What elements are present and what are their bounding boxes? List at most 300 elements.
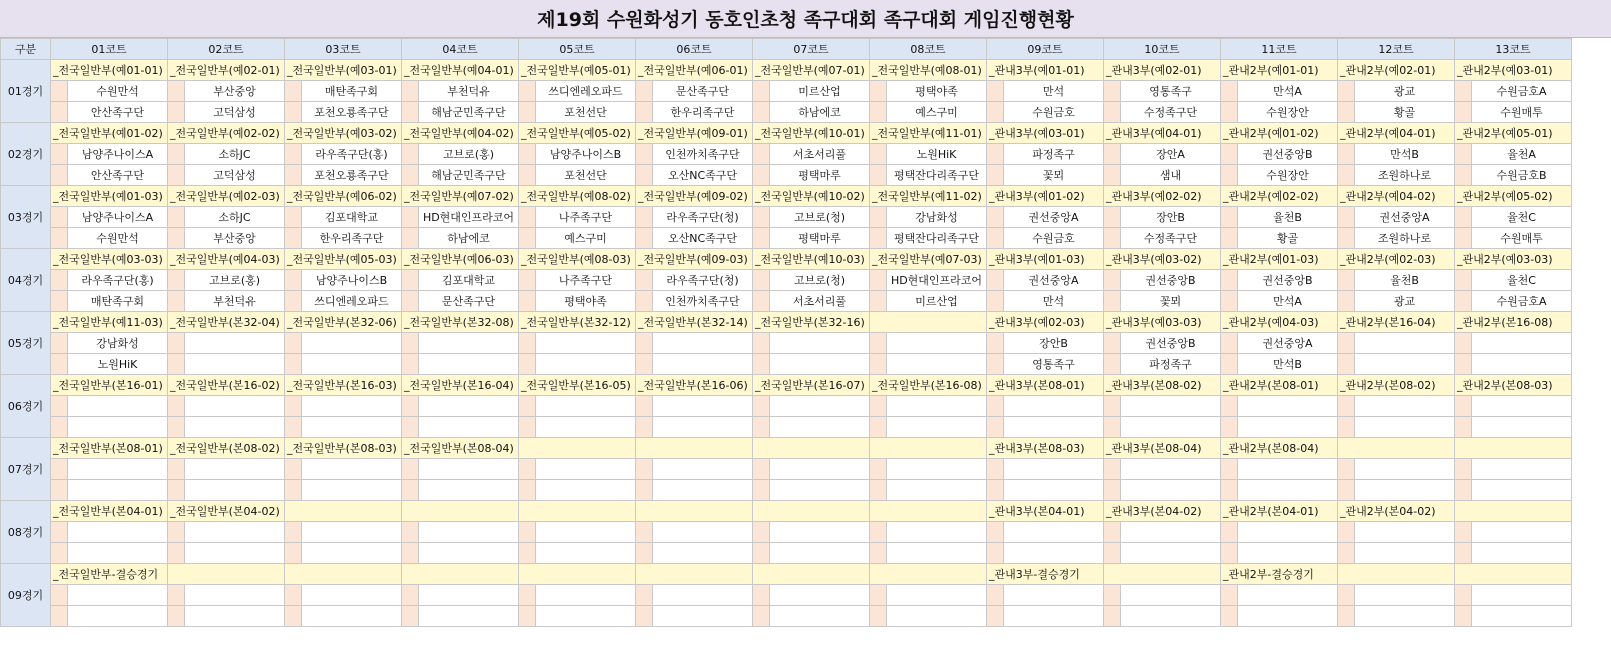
score-cell[interactable] [753,291,770,312]
game-name-cell[interactable]: _관내3부(예01-02) [987,186,1104,207]
team-cell[interactable] [1121,543,1221,564]
score-cell[interactable] [402,165,419,186]
score-cell[interactable] [870,165,887,186]
score-cell[interactable] [1104,522,1121,543]
team-cell[interactable] [536,585,636,606]
score-cell[interactable] [519,522,536,543]
score-cell[interactable] [1221,102,1238,123]
game-name-cell[interactable]: _관내2부(예02-02) [1221,186,1338,207]
score-cell[interactable] [870,270,887,291]
team-cell[interactable] [1355,606,1455,627]
score-cell[interactable] [168,606,185,627]
team-cell[interactable] [1004,417,1104,438]
team-cell[interactable] [770,606,870,627]
team-cell[interactable] [1355,354,1455,375]
game-name-cell[interactable]: _관내2부-결승경기 [1221,564,1338,585]
score-cell[interactable] [285,291,302,312]
score-cell[interactable] [402,228,419,249]
team-cell[interactable] [536,522,636,543]
team-cell[interactable]: 만석B [1355,144,1455,165]
team-cell[interactable] [1355,543,1455,564]
game-name-cell[interactable]: _관내3부(본08-04) [1104,438,1221,459]
score-cell[interactable] [51,396,68,417]
score-cell[interactable] [1338,585,1355,606]
game-name-cell[interactable]: _전국일반부(예07-03) [870,249,987,270]
team-cell[interactable] [653,459,753,480]
score-cell[interactable] [870,396,887,417]
team-cell[interactable] [653,396,753,417]
game-name-cell[interactable] [402,564,519,585]
score-cell[interactable] [402,417,419,438]
game-name-cell[interactable]: _전국일반부(예11-02) [870,186,987,207]
team-cell[interactable] [419,543,519,564]
team-cell[interactable] [653,417,753,438]
team-cell[interactable] [536,480,636,501]
team-cell[interactable] [536,606,636,627]
team-cell[interactable]: 영통족구 [1004,354,1104,375]
team-cell[interactable]: 율천C [1472,207,1572,228]
team-cell[interactable] [302,354,402,375]
score-cell[interactable] [1221,81,1238,102]
score-cell[interactable] [1104,354,1121,375]
team-cell[interactable]: 라우족구단(홍) [68,270,168,291]
game-name-cell[interactable]: _전국일반부(예08-01) [870,60,987,81]
game-name-cell[interactable] [870,438,987,459]
game-name-cell[interactable]: _전국일반부(본32-04) [168,312,285,333]
team-cell[interactable]: 부산중앙 [185,81,285,102]
game-name-cell[interactable]: _관내2부(예04-02) [1338,186,1455,207]
score-cell[interactable] [987,165,1004,186]
team-cell[interactable]: 율천A [1472,144,1572,165]
score-cell[interactable] [870,522,887,543]
team-cell[interactable]: 미르산업 [887,291,987,312]
score-cell[interactable] [1455,291,1472,312]
game-name-cell[interactable] [753,501,870,522]
team-cell[interactable]: 고브로(청) [770,270,870,291]
game-name-cell[interactable]: _전국일반부(예02-03) [168,186,285,207]
team-cell[interactable] [419,459,519,480]
score-cell[interactable] [753,333,770,354]
score-cell[interactable] [870,354,887,375]
team-cell[interactable]: 파정족구 [1004,144,1104,165]
team-cell[interactable]: 쓰디엔레오파드 [536,81,636,102]
score-cell[interactable] [987,333,1004,354]
game-name-cell[interactable] [870,312,987,333]
game-name-cell[interactable]: _관내3부(예02-03) [987,312,1104,333]
score-cell[interactable] [1455,165,1472,186]
game-name-cell[interactable]: _전국일반부(예11-01) [870,123,987,144]
score-cell[interactable] [402,207,419,228]
score-cell[interactable] [753,144,770,165]
team-cell[interactable]: 수원장안 [1238,165,1338,186]
team-cell[interactable] [1121,606,1221,627]
team-cell[interactable] [68,543,168,564]
game-name-cell[interactable]: _관내3부(본08-02) [1104,375,1221,396]
game-name-cell[interactable]: _관내3부(예03-03) [1104,312,1221,333]
team-cell[interactable] [185,585,285,606]
team-cell[interactable]: 부천덕유 [185,291,285,312]
score-cell[interactable] [402,333,419,354]
team-cell[interactable]: 만석 [1004,291,1104,312]
score-cell[interactable] [1104,144,1121,165]
game-name-cell[interactable]: _관내2부(예02-01) [1338,60,1455,81]
team-cell[interactable] [1121,396,1221,417]
score-cell[interactable] [285,396,302,417]
team-cell[interactable] [1121,522,1221,543]
team-cell[interactable] [302,585,402,606]
team-cell[interactable] [1472,459,1572,480]
team-cell[interactable]: 라우족구단(청) [653,270,753,291]
game-name-cell[interactable]: _전국일반부(예06-01) [636,60,753,81]
score-cell[interactable] [51,417,68,438]
team-cell[interactable]: 수원금호 [1004,228,1104,249]
team-cell[interactable] [536,333,636,354]
team-cell[interactable]: 강남화성 [887,207,987,228]
score-cell[interactable] [636,333,653,354]
team-cell[interactable] [1004,480,1104,501]
score-cell[interactable] [402,396,419,417]
team-cell[interactable] [419,333,519,354]
score-cell[interactable] [519,207,536,228]
score-cell[interactable] [987,585,1004,606]
game-name-cell[interactable]: _전국일반부(예11-03) [51,312,168,333]
team-cell[interactable] [536,354,636,375]
score-cell[interactable] [870,417,887,438]
game-name-cell[interactable]: _관내2부(예04-01) [1338,123,1455,144]
score-cell[interactable] [1104,333,1121,354]
game-name-cell[interactable] [870,564,987,585]
team-cell[interactable]: 안산족구단 [68,165,168,186]
score-cell[interactable] [1104,585,1121,606]
score-cell[interactable] [519,543,536,564]
score-cell[interactable] [753,585,770,606]
score-cell[interactable] [1338,522,1355,543]
score-cell[interactable] [51,606,68,627]
game-name-cell[interactable]: _관내2부(예04-03) [1221,312,1338,333]
score-cell[interactable] [870,333,887,354]
score-cell[interactable] [987,144,1004,165]
score-cell[interactable] [636,606,653,627]
game-name-cell[interactable]: _전국일반부(본16-01) [51,375,168,396]
team-cell[interactable]: 고덕삼성 [185,165,285,186]
team-cell[interactable]: 평택마루 [770,228,870,249]
score-cell[interactable] [636,354,653,375]
score-cell[interactable] [51,480,68,501]
team-cell[interactable] [419,522,519,543]
score-cell[interactable] [1104,207,1121,228]
team-cell[interactable] [1472,354,1572,375]
team-cell[interactable]: 고브로(청) [770,207,870,228]
game-name-cell[interactable]: _전국일반부(본08-03) [285,438,402,459]
game-name-cell[interactable]: _관내2부(본08-03) [1455,375,1572,396]
score-cell[interactable] [1338,102,1355,123]
team-cell[interactable] [1472,606,1572,627]
team-cell[interactable]: 권선중앙B [1238,144,1338,165]
team-cell[interactable] [653,480,753,501]
score-cell[interactable] [285,102,302,123]
team-cell[interactable]: HD현대인프라코어 [887,270,987,291]
team-cell[interactable]: 오산NC족구단 [653,228,753,249]
team-cell[interactable]: HD현대인프라코어 [419,207,519,228]
team-cell[interactable]: 남양주나이스B [302,270,402,291]
score-cell[interactable] [636,480,653,501]
team-cell[interactable]: 고브로(홍) [419,144,519,165]
team-cell[interactable]: 파정족구 [1121,354,1221,375]
team-cell[interactable] [536,396,636,417]
score-cell[interactable] [636,459,653,480]
team-cell[interactable]: 만석A [1238,291,1338,312]
score-cell[interactable] [168,417,185,438]
team-cell[interactable] [1238,522,1338,543]
team-cell[interactable]: 나주족구단 [536,270,636,291]
score-cell[interactable] [168,81,185,102]
team-cell[interactable]: 포천오룡족구단 [302,102,402,123]
score-cell[interactable] [1221,396,1238,417]
score-cell[interactable] [168,333,185,354]
game-name-cell[interactable]: _관내3부(예03-01) [987,123,1104,144]
score-cell[interactable] [753,480,770,501]
score-cell[interactable] [1455,396,1472,417]
team-cell[interactable]: 수원금호A [1472,291,1572,312]
score-cell[interactable] [1338,417,1355,438]
score-cell[interactable] [753,396,770,417]
team-cell[interactable]: 수원장안 [1238,102,1338,123]
game-name-cell[interactable] [1455,564,1572,585]
score-cell[interactable] [870,207,887,228]
team-cell[interactable]: 꽃뫼 [1004,165,1104,186]
game-name-cell[interactable]: _관내3부(본04-01) [987,501,1104,522]
team-cell[interactable] [68,459,168,480]
score-cell[interactable] [168,144,185,165]
team-cell[interactable]: 쓰디엔레오파드 [302,291,402,312]
team-cell[interactable]: 황골 [1238,228,1338,249]
game-name-cell[interactable]: _전국일반부(예01-02) [51,123,168,144]
game-name-cell[interactable]: _관내2부(예03-03) [1455,249,1572,270]
game-name-cell[interactable] [636,564,753,585]
team-cell[interactable]: 남양주나이스A [68,144,168,165]
team-cell[interactable]: 조원하나로 [1355,228,1455,249]
score-cell[interactable] [1338,333,1355,354]
team-cell[interactable]: 권선중앙A [1355,207,1455,228]
team-cell[interactable] [1238,543,1338,564]
score-cell[interactable] [51,81,68,102]
game-name-cell[interactable]: _관내2부(예01-03) [1221,249,1338,270]
team-cell[interactable] [653,543,753,564]
team-cell[interactable]: 평택잔다리족구단 [887,165,987,186]
score-cell[interactable] [636,144,653,165]
score-cell[interactable] [1104,396,1121,417]
team-cell[interactable]: 광교 [1355,291,1455,312]
game-name-cell[interactable]: _전국일반부(본32-12) [519,312,636,333]
score-cell[interactable] [402,270,419,291]
score-cell[interactable] [1104,228,1121,249]
game-name-cell[interactable]: _전국일반부(예02-01) [168,60,285,81]
game-name-cell[interactable]: _관내2부(예02-03) [1338,249,1455,270]
score-cell[interactable] [753,417,770,438]
score-cell[interactable] [51,165,68,186]
score-cell[interactable] [1338,354,1355,375]
score-cell[interactable] [1338,207,1355,228]
team-cell[interactable] [1004,585,1104,606]
score-cell[interactable] [519,81,536,102]
score-cell[interactable] [1455,333,1472,354]
team-cell[interactable]: 만석B [1238,354,1338,375]
score-cell[interactable] [636,165,653,186]
score-cell[interactable] [987,354,1004,375]
team-cell[interactable] [302,480,402,501]
score-cell[interactable] [636,270,653,291]
game-name-cell[interactable]: _관내2부(본04-02) [1338,501,1455,522]
game-name-cell[interactable]: _관내3부(예02-01) [1104,60,1221,81]
score-cell[interactable] [285,207,302,228]
team-cell[interactable] [1121,585,1221,606]
score-cell[interactable] [870,480,887,501]
game-name-cell[interactable]: _관내3부(예04-01) [1104,123,1221,144]
team-cell[interactable] [887,606,987,627]
team-cell[interactable] [419,354,519,375]
score-cell[interactable] [1455,543,1472,564]
score-cell[interactable] [753,207,770,228]
game-name-cell[interactable]: _전국일반부(예07-02) [402,186,519,207]
team-cell[interactable] [1472,333,1572,354]
team-cell[interactable] [302,459,402,480]
team-cell[interactable]: 남양주나이스B [536,144,636,165]
score-cell[interactable] [1104,606,1121,627]
team-cell[interactable]: 평택야족 [536,291,636,312]
game-name-cell[interactable]: _전국일반부(본08-01) [51,438,168,459]
team-cell[interactable] [1238,417,1338,438]
score-cell[interactable] [285,417,302,438]
game-name-cell[interactable]: _전국일반부(예01-01) [51,60,168,81]
team-cell[interactable] [887,543,987,564]
game-name-cell[interactable]: _관내2부(예01-01) [1221,60,1338,81]
score-cell[interactable] [753,165,770,186]
team-cell[interactable] [1004,396,1104,417]
game-name-cell[interactable]: _전국일반부(예05-02) [519,123,636,144]
game-name-cell[interactable]: _관내3부-결승경기 [987,564,1104,585]
score-cell[interactable] [636,522,653,543]
team-cell[interactable] [68,522,168,543]
score-cell[interactable] [753,354,770,375]
score-cell[interactable] [636,585,653,606]
team-cell[interactable]: 하남에코 [419,228,519,249]
game-name-cell[interactable]: _전국일반부(예05-01) [519,60,636,81]
game-name-cell[interactable] [168,564,285,585]
score-cell[interactable] [285,543,302,564]
team-cell[interactable]: 고덕삼성 [185,102,285,123]
team-cell[interactable] [68,396,168,417]
score-cell[interactable] [168,291,185,312]
game-name-cell[interactable]: _전국일반부(본32-14) [636,312,753,333]
team-cell[interactable]: 수원만석 [68,81,168,102]
score-cell[interactable] [1455,459,1472,480]
team-cell[interactable] [185,480,285,501]
game-name-cell[interactable]: _전국일반부(본32-16) [753,312,870,333]
score-cell[interactable] [168,522,185,543]
team-cell[interactable]: 수원매투 [1472,228,1572,249]
team-cell[interactable]: 수원금호B [1472,165,1572,186]
score-cell[interactable] [753,459,770,480]
game-name-cell[interactable]: _관내3부(예03-02) [1104,249,1221,270]
team-cell[interactable] [185,543,285,564]
score-cell[interactable] [1221,606,1238,627]
team-cell[interactable]: 예스구미 [887,102,987,123]
game-name-cell[interactable] [519,438,636,459]
team-cell[interactable] [1472,585,1572,606]
team-cell[interactable] [770,396,870,417]
score-cell[interactable] [285,585,302,606]
team-cell[interactable]: 서초서리풀 [770,291,870,312]
game-name-cell[interactable]: _관내2부(본08-02) [1338,375,1455,396]
score-cell[interactable] [1221,144,1238,165]
score-cell[interactable] [1338,291,1355,312]
team-cell[interactable]: 포천선단 [536,102,636,123]
score-cell[interactable] [753,270,770,291]
score-cell[interactable] [1104,165,1121,186]
score-cell[interactable] [519,417,536,438]
score-cell[interactable] [1221,585,1238,606]
team-cell[interactable] [1238,459,1338,480]
score-cell[interactable] [987,207,1004,228]
team-cell[interactable]: 포천선단 [536,165,636,186]
game-name-cell[interactable]: _전국일반부(본16-02) [168,375,285,396]
game-name-cell[interactable]: _관내2부(예05-01) [1455,123,1572,144]
score-cell[interactable] [51,522,68,543]
score-cell[interactable] [168,354,185,375]
game-name-cell[interactable]: _전국일반부(본16-05) [519,375,636,396]
score-cell[interactable] [636,291,653,312]
team-cell[interactable] [68,417,168,438]
team-cell[interactable]: 평택마루 [770,165,870,186]
game-name-cell[interactable]: _전국일반부(본16-06) [636,375,753,396]
score-cell[interactable] [402,102,419,123]
score-cell[interactable] [987,228,1004,249]
team-cell[interactable] [1121,417,1221,438]
game-name-cell[interactable]: _전국일반부(본32-06) [285,312,402,333]
game-name-cell[interactable]: _전국일반부(예09-03) [636,249,753,270]
team-cell[interactable]: 한우리족구단 [653,102,753,123]
team-cell[interactable]: 꽃뫼 [1121,291,1221,312]
game-name-cell[interactable]: _전국일반부(본08-04) [402,438,519,459]
team-cell[interactable]: 문산족구단 [419,291,519,312]
game-name-cell[interactable]: _전국일반부(본16-03) [285,375,402,396]
team-cell[interactable]: 소하JC [185,144,285,165]
team-cell[interactable]: 예스구미 [536,228,636,249]
score-cell[interactable] [519,102,536,123]
score-cell[interactable] [51,207,68,228]
game-name-cell[interactable]: _전국일반부(예05-03) [285,249,402,270]
score-cell[interactable] [870,81,887,102]
game-name-cell[interactable] [402,501,519,522]
score-cell[interactable] [402,354,419,375]
game-name-cell[interactable]: _관내2부(본16-08) [1455,312,1572,333]
team-cell[interactable]: 권선중앙B [1238,270,1338,291]
team-cell[interactable]: 안산족구단 [68,102,168,123]
score-cell[interactable] [987,480,1004,501]
score-cell[interactable] [51,228,68,249]
game-name-cell[interactable]: _전국일반부(예08-02) [519,186,636,207]
score-cell[interactable] [1104,270,1121,291]
team-cell[interactable]: 매탄족구회 [302,81,402,102]
score-cell[interactable] [1221,480,1238,501]
team-cell[interactable] [1004,522,1104,543]
score-cell[interactable] [753,522,770,543]
team-cell[interactable] [1472,417,1572,438]
team-cell[interactable]: 샘내 [1121,165,1221,186]
team-cell[interactable] [887,396,987,417]
team-cell[interactable] [770,480,870,501]
score-cell[interactable] [987,543,1004,564]
